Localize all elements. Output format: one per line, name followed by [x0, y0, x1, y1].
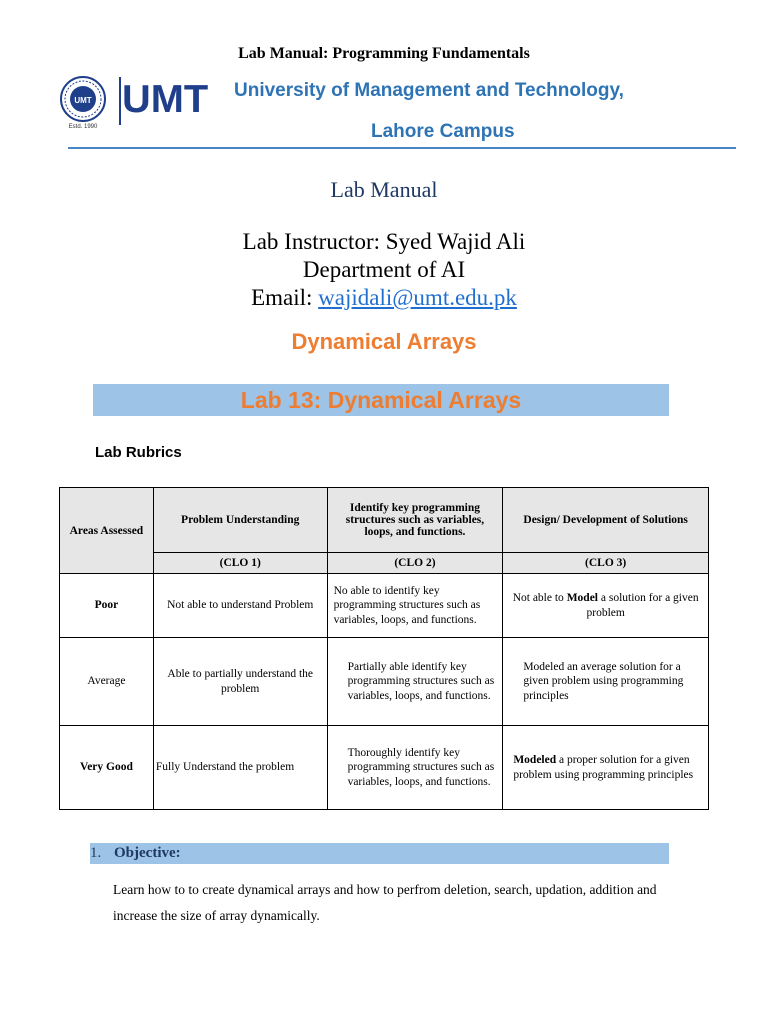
poor-problem-understanding: Not able to understand Problem [153, 574, 327, 638]
poor-design-pre: Not able to [512, 592, 567, 604]
very-good-design-post: a proper solution for a given problem using programming principles [513, 754, 694, 781]
logo-divider [119, 77, 121, 125]
objective-number: 1. [90, 845, 102, 861]
very-good-design-development [503, 726, 709, 810]
column-header-programming-structures: Identify key programming structures such as variables, loops, and functions. [327, 488, 503, 553]
poor-design-development [503, 574, 709, 638]
row-label-average: Average [60, 638, 154, 726]
column-header-design-development: Design/ Development of Solutions [503, 488, 709, 553]
objective-label: Objective: [114, 845, 181, 861]
column-header-problem-understanding: Problem Understanding [153, 488, 327, 553]
umt-logo-wordmark: UMT [122, 78, 209, 121]
row-label-very-good: Very Good [60, 726, 154, 810]
very-good-programming-structures: Thoroughly identify key programming structures such as variables, loops, and functions. [327, 726, 503, 810]
seal-text: UMT [74, 96, 92, 105]
poor-programming-structures: No able to identify key programming structures such as variables, loops, and functions. [327, 574, 503, 638]
average-design-development: Modeled an average solution for a given problem using programming principles [503, 638, 709, 726]
lab-title-banner: Lab 13: Dynamical Arrays [93, 384, 669, 416]
average-problem-understanding: Able to partially understand the problem [153, 638, 327, 726]
areas-assessed-header: Areas Assessed [60, 488, 154, 574]
umt-seal-logo [55, 74, 115, 130]
clo-2: (CLO 2) [327, 553, 503, 574]
very-good-design-bold: Modeled [513, 754, 557, 766]
email-label: Email: [251, 285, 319, 310]
rubric-row-average [60, 638, 709, 726]
clo-3: (CLO 3) [503, 553, 709, 574]
clo-row [60, 553, 709, 574]
university-campus: Lahore Campus [371, 121, 515, 142]
objective-heading [90, 843, 669, 864]
rubric-row-poor [60, 574, 709, 638]
objective-text: Learn how to to create dynamical arrays and how to perfrom deletion, search, updation, addition and increase the size of array dynamically. [113, 882, 657, 923]
lab-manual-heading: Lab Manual [330, 177, 438, 202]
rubric-row-very-good [60, 726, 709, 810]
poor-design-bold: Model [566, 592, 598, 604]
seal-estd: Estd. 1990 [68, 124, 98, 130]
very-good-problem-understanding: Fully Understand the problem [153, 726, 327, 810]
rubrics-heading: Lab Rubrics [95, 444, 182, 461]
header-rule [68, 147, 736, 149]
topic-title: Dynamical Arrays [291, 329, 477, 354]
rubrics-header-row [60, 488, 709, 553]
rubrics-table [59, 487, 709, 810]
manual-title: Lab Manual: Programming Fundamentals [238, 45, 530, 62]
row-label-poor: Poor [60, 574, 154, 638]
university-name: University of Management and Technology, [234, 80, 624, 101]
department: Department of AI [302, 257, 466, 282]
instructor-name: Lab Instructor: Syed Wajid Ali [242, 229, 526, 254]
poor-design-post: a solution for a given problem [586, 592, 699, 619]
clo-1: (CLO 1) [153, 553, 327, 574]
average-programming-structures: Partially able identify key programming structures such as variables, loops, and functions. [327, 638, 503, 726]
instructor-block [0, 228, 768, 312]
email-link[interactable]: wajidali@umt.edu.pk [318, 285, 517, 310]
email-line [0, 284, 768, 312]
